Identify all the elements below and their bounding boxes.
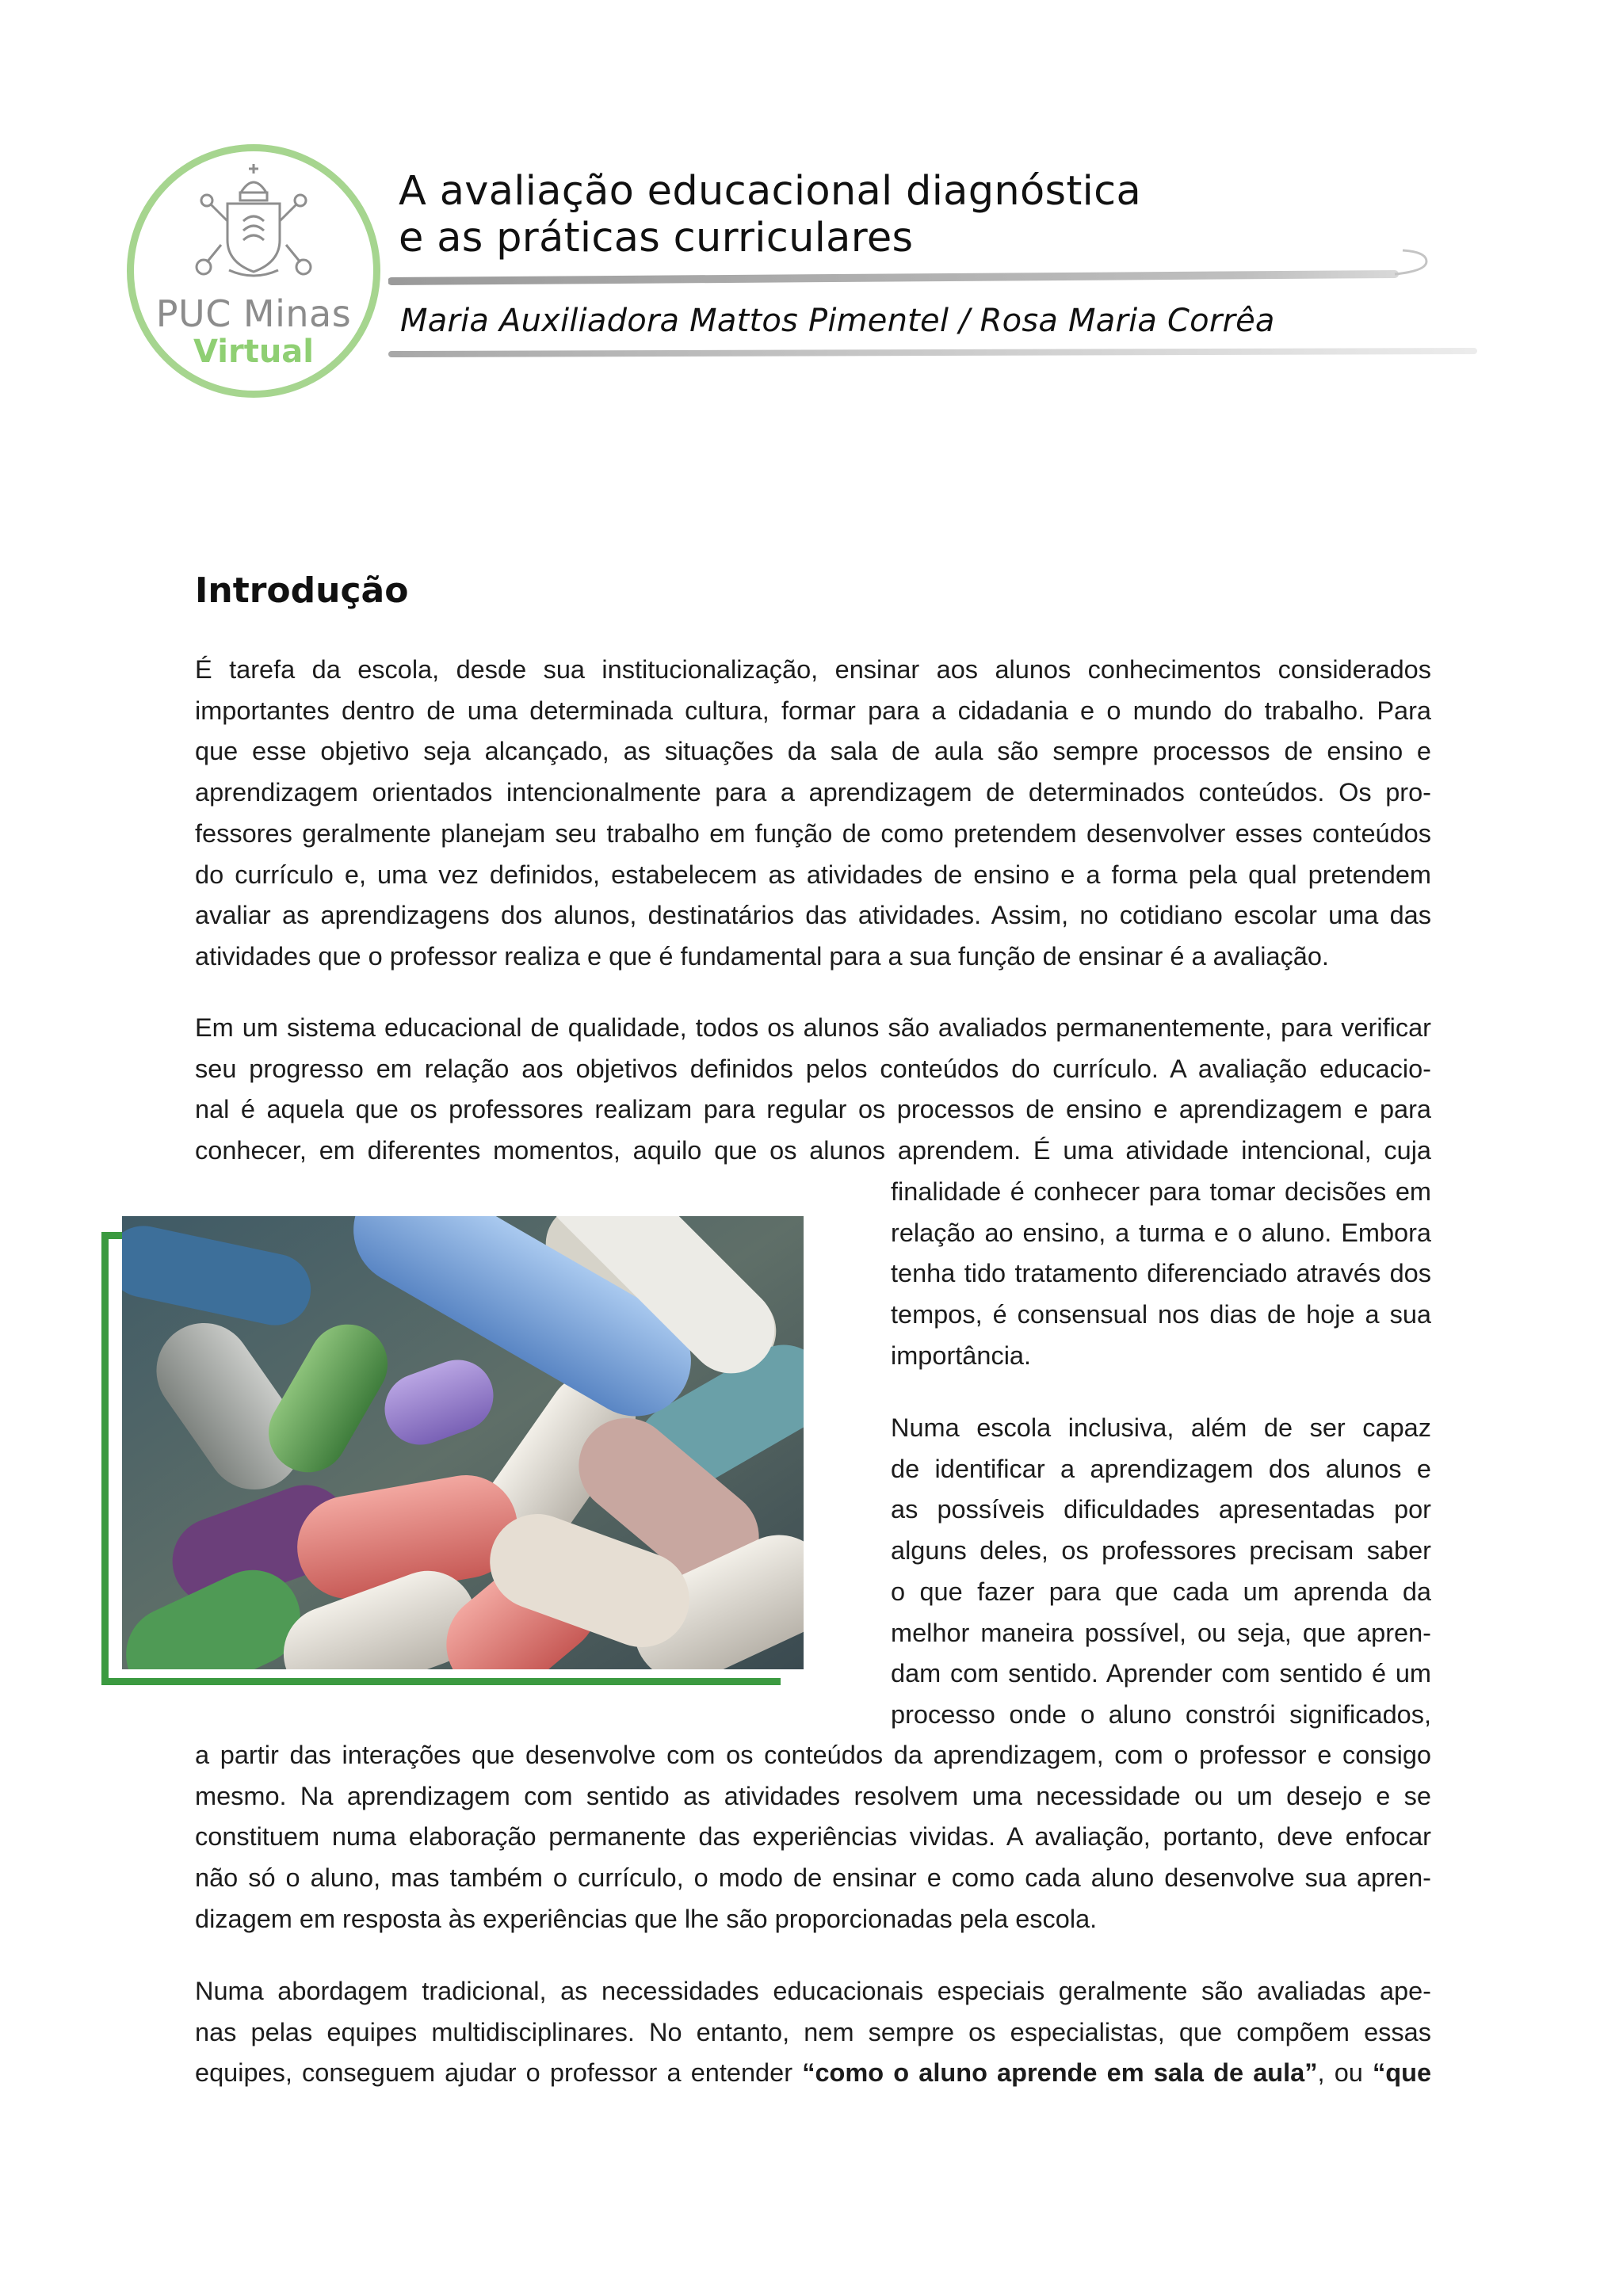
text-line: do currículo e, uma vez definidos, estabelecem as atividades de ensino e a forma pela qual pretendem: [195, 860, 1431, 889]
text-line: seu progresso em relação aos objetivos definidos pelos conteúdos do currículo. A avaliação educacio-: [195, 1054, 1431, 1083]
authors-underline-rule: [388, 348, 1482, 359]
text-line: que esse objetivo seja alcançado, as situações da sala de aula são sempre processos de ensino e: [195, 737, 1431, 766]
text-line: Numa abordagem tradicional, as necessidades educacionais especiais geralmente são avaliadas ape-: [195, 1977, 1431, 2005]
text-line: o que fazer para que cada um aprenda da: [891, 1577, 1431, 1606]
text-line: nas pelas equipes multidisciplinares. No entanto, nem sempre os especialistas, que compõem essas: [195, 2017, 1431, 2046]
text-line: nal é aquela que os professores realizam para regular os processos de ensino e aprendizagem e para: [195, 1095, 1431, 1124]
text-line: a partir das interações que desenvolve com os conteúdos da aprendizagem, com o professor e consigo: [195, 1741, 1431, 1769]
text-line: fessores geralmente planejam seu trabalho em função de como pretendem desenvolver esses conteúdos: [195, 818, 1431, 848]
paragraph-1: [195, 650, 1431, 978]
text-line: dam com sentido. Aprender com sentido é um: [891, 1659, 1431, 1688]
text-line: não só o aluno, mas também o currículo, o modo de ensinar e como cada aluno desenvolve sua apren-: [195, 1863, 1431, 1893]
chalk-sticks-image: [122, 1216, 804, 1669]
text-line: de identificar a aprendizagem dos alunos e: [891, 1454, 1431, 1483]
text-line: importância.: [891, 1341, 1032, 1370]
text-line: atividades que o professor realiza e que é fundamental para a sua função de ensinar é a avaliação.: [195, 941, 1329, 971]
logo-title: PUC Minas: [155, 292, 352, 335]
text-line: Em um sistema educacional de qualidade, todos os alunos são avaliados permanentemente, para verificar: [195, 1013, 1431, 1042]
text-line: avaliar as aprendizagens dos alunos, destinatários das atividades. Assim, no cotidiano escolar uma das: [195, 901, 1431, 930]
paragraph-3: [891, 1408, 1431, 1736]
text-line: mesmo. Na aprendizagem com sentido as atividades resolvem uma necessidade ou um desejo e se: [195, 1781, 1431, 1810]
text-line: constituem numa elaboração permanente das experiências vividas. A avaliação, portanto, deve enfocar: [195, 1822, 1431, 1852]
emphasis-text: “como o aluno aprende em sala de aula”: [802, 2058, 1318, 2088]
paragraph-4: [195, 1971, 1431, 2094]
emphasis-text: “que: [1372, 2058, 1432, 2088]
title-line-2: e as práticas curriculares: [399, 215, 914, 261]
paragraph-3-continued: [195, 1735, 1431, 1940]
authors-line: Maria Auxiliadora Mattos Pimentel / Rosa Maria Corrêa: [400, 303, 1275, 339]
title-underline-rule: [388, 246, 1458, 285]
text-line: alguns deles, os professores precisam saber: [891, 1536, 1431, 1566]
text-line: É tarefa da escola, desde sua institucionalização, ensinar aos alunos conhecimentos considerados: [195, 655, 1431, 684]
text-line: importantes dentro de uma determinada cultura, formar para a cidadania e o mundo do trabalho. Para: [195, 696, 1431, 725]
text-run: equipes, conseguem ajudar o professor a entender: [195, 2058, 803, 2088]
text-line: as possíveis dificuldades apresentadas por: [891, 1495, 1431, 1524]
text-run: , ou: [1317, 2058, 1373, 2088]
title-line-1: A avaliação educacional diagnóstica: [399, 168, 1142, 215]
text-line: tenha tido tratamento diferenciado através dos: [891, 1259, 1431, 1288]
puc-minas-virtual-logo: [127, 144, 380, 398]
section-heading: Introdução: [195, 570, 409, 611]
logo-subtitle: Virtual: [193, 334, 314, 370]
text-line: finalidade é conhecer para tomar decisões em: [891, 1177, 1431, 1206]
text-line: aprendizagem orientados intencionalmente para a aprendizagem de determinados conteúdos. Os pro-: [195, 778, 1431, 807]
text-line: relação ao ensino, a turma e o aluno. Embora: [891, 1218, 1431, 1247]
text-line: Numa escola inclusiva, além de ser capaz: [891, 1413, 1431, 1442]
chalk-sticks-photo: [122, 1216, 804, 1669]
text-line: tempos, é consensual nos dias de hoje a sua: [891, 1300, 1431, 1329]
text-line: processo onde o aluno constrói significados,: [891, 1699, 1431, 1729]
text-line: conhecer, em diferentes momentos, aquilo que os alunos aprendem. É uma atividade intencional, cuja: [195, 1136, 1431, 1165]
text-line: melhor maneira possível, ou seja, que apren-: [891, 1618, 1431, 1647]
paragraph-2: [195, 1008, 1431, 1172]
text-line: dizagem em resposta às experiências que lhe são proporcionadas pela escola.: [195, 1904, 1098, 1933]
text-line-with-emphasis: [195, 2053, 1431, 2094]
paragraph-2-continued: [891, 1172, 1431, 1377]
